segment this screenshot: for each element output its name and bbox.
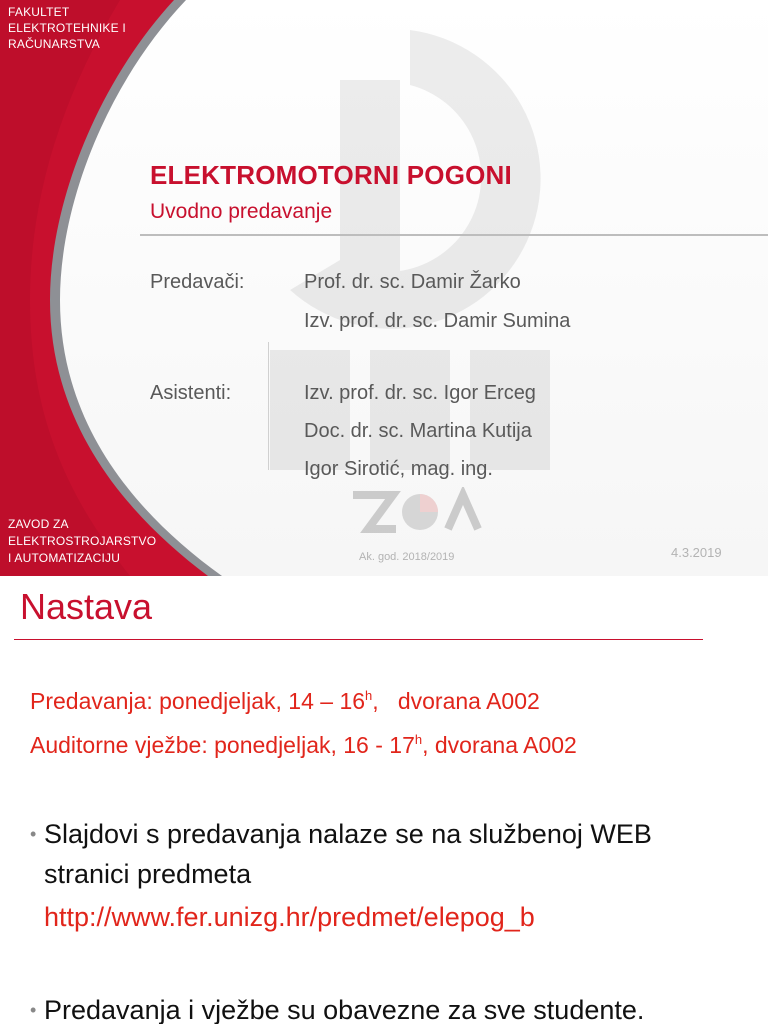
assistant-name: Doc. dr. sc. Martina Kutija bbox=[304, 420, 532, 442]
assistants-label: Asistenti: bbox=[150, 382, 232, 404]
faculty-name: FAKULTET ELEKTROTEHNIKE I RAČUNARSTVA bbox=[8, 5, 126, 51]
assistant-name: Izv. prof. dr. sc. Igor Erceg bbox=[304, 382, 536, 404]
course-subtitle: Uvodno predavanje bbox=[150, 200, 333, 223]
bullet-text: Predavanja i vježbe su obavezne za sve studente. bbox=[44, 995, 645, 1024]
title-divider bbox=[140, 234, 768, 236]
course-web-link[interactable]: http://www.fer.unizg.hr/predmet/elepog_b bbox=[44, 902, 535, 932]
slide-date: 4.3.2019 bbox=[671, 545, 722, 560]
lecture-schedule bbox=[30, 688, 540, 715]
course-title: ELEKTROMOTORNI POGONI bbox=[150, 160, 512, 190]
lecture-schedule-text: Predavanja: ponedjeljak, 14 – 16 bbox=[30, 688, 366, 714]
exercise-schedule-text: Auditorne vježbe: ponedjeljak, 16 - 17 bbox=[30, 732, 415, 758]
lecture-hour-sup: h bbox=[365, 688, 373, 703]
academic-year: Ak. god. 2018/2019 bbox=[359, 551, 455, 563]
exercise-hour-sup: h bbox=[414, 732, 423, 747]
slide-title: Nastava bbox=[20, 586, 153, 627]
bullet-text: stranici predmeta bbox=[44, 859, 252, 889]
lecture-room: , dvorana A002 bbox=[372, 688, 540, 714]
exercise-schedule bbox=[30, 732, 577, 759]
exercise-room: , dvorana A002 bbox=[422, 732, 577, 758]
bullet-continuation bbox=[44, 856, 251, 892]
lecturer-name: Prof. dr. sc. Damir Žarko bbox=[304, 271, 521, 293]
title-underline bbox=[14, 639, 703, 640]
bullet-dot-icon: • bbox=[30, 1000, 37, 1020]
vertical-divider bbox=[268, 342, 269, 470]
nastava-slide bbox=[0, 576, 768, 1024]
lecturer-name: Izv. prof. dr. sc. Damir Sumina bbox=[304, 310, 571, 332]
lecturers-label: Predavači: bbox=[150, 271, 245, 293]
assistant-name: Igor Sirotić, mag. ing. bbox=[304, 458, 493, 480]
bullet-text: Slajdovi s predavanja nalaze se na službenoj WEB bbox=[44, 819, 652, 849]
department-name: ZAVOD ZA ELEKTROSTROJARSTVO I AUTOMATIZACIJU bbox=[8, 517, 157, 565]
bullet-dot-icon: • bbox=[30, 824, 37, 844]
zesa-logo-icon bbox=[348, 487, 488, 537]
